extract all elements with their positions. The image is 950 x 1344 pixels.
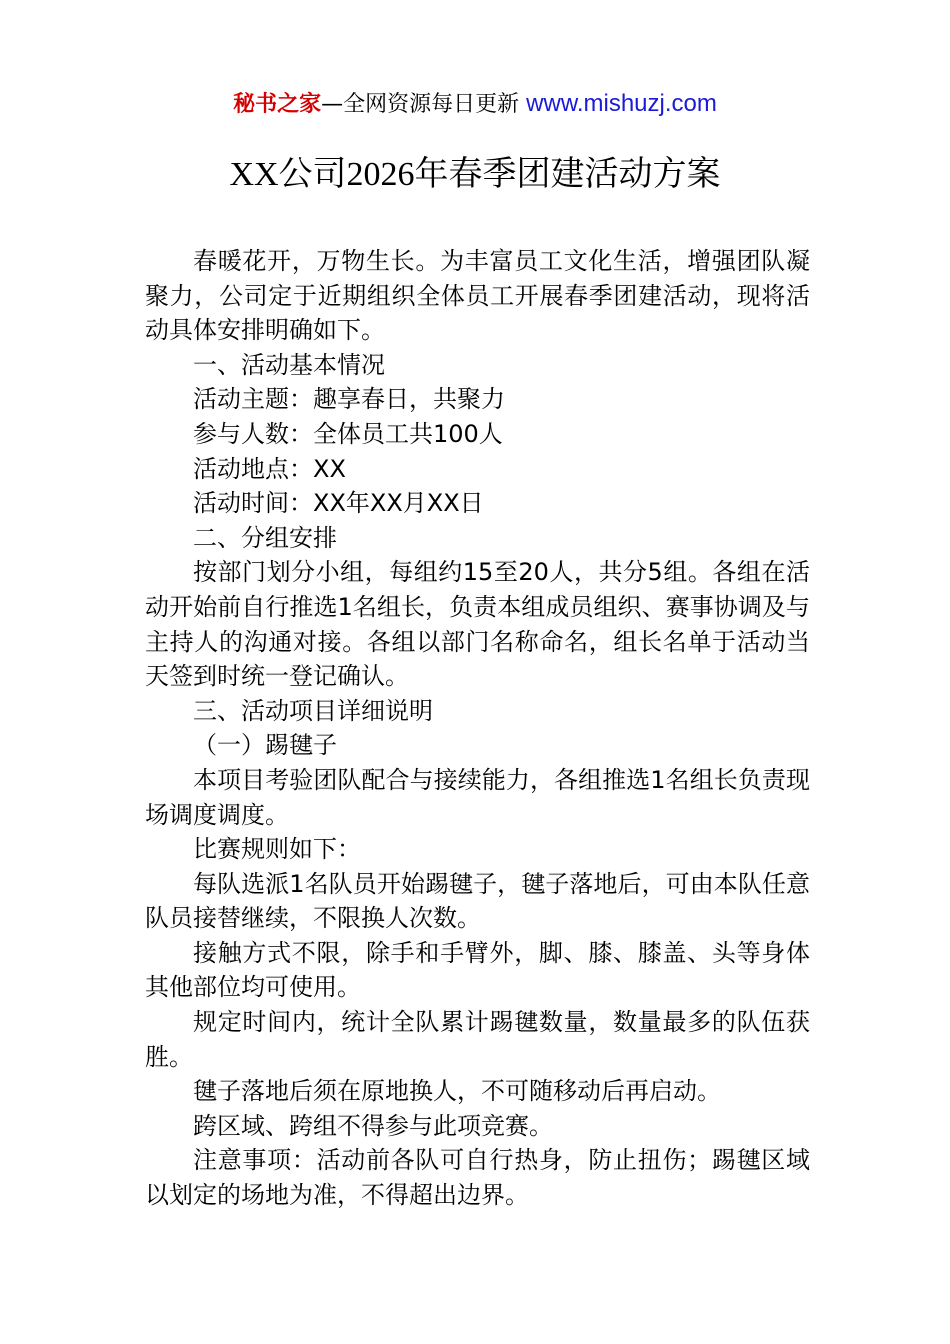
site-url-link[interactable]: www.mishuzj.com <box>526 90 717 117</box>
document-body <box>145 244 810 1213</box>
rule-item: 每队选派1名队员开始踢毽子，毽子落地后，可由本队任意队员接替继续，不限换人次数。 <box>145 869 810 933</box>
subsection-heading-shuttlecock: （一）踢毽子 <box>193 731 337 760</box>
site-tagline: —全网资源每日更新 <box>321 92 527 117</box>
rules-intro: 比赛规则如下： <box>193 835 361 864</box>
section-heading-basic-info: 一、活动基本情况 <box>193 350 385 379</box>
intro-paragraph: 春暖花开，万物生长。为丰富员工文化生活，增强团队凝聚力，公司定于近期组织全体员工开展春季团建活动，现将活动具体安排明确如下。 <box>145 247 810 345</box>
participant-count: 参与人数：全体员工共100人 <box>193 419 503 448</box>
section-heading-activities: 三、活动项目详细说明 <box>193 696 433 725</box>
site-brand: 秘书之家 <box>233 92 322 117</box>
rule-item: 接触方式不限，除手和手臂外，脚、膝、膝盖、头等身体其他部位均可使用。 <box>145 938 810 1002</box>
activity-location: 活动地点：XX <box>193 454 346 483</box>
notes-paragraph: 注意事项：活动前各队可自行热身，防止扭伤；踢毽区域以划定的场地为准，不得超出边界。 <box>145 1146 810 1210</box>
grouping-paragraph: 按部门划分小组，每组约15至20人，共分5组。各组在活动开始前自行推选1名组长，负责本组成员组织、赛事协调及与主持人的沟通对接。各组以部门名称命名，组长名单于活动当天签到时统一登记确认。 <box>145 558 810 691</box>
activity-time: 活动时间：XX年XX月XX日 <box>193 489 484 518</box>
shuttlecock-intro: 本项目考验团队配合与接续能力，各组推选1名组长负责现场调度调度。 <box>145 765 810 829</box>
site-header <box>0 88 950 121</box>
section-heading-grouping: 二、分组安排 <box>193 523 337 552</box>
rule-item: 跨区域、跨组不得参与此项竞赛。 <box>193 1111 553 1140</box>
rule-item: 毽子落地后须在原地换人，不可随移动后再启动。 <box>193 1077 721 1106</box>
activity-theme: 活动主题：趣享春日，共聚力 <box>193 385 505 414</box>
document-title: XX公司2026年春季团建活动方案 <box>229 156 721 193</box>
rule-item: 规定时间内，统计全队累计踢毽数量，数量最多的队伍获胜。 <box>145 1008 810 1071</box>
